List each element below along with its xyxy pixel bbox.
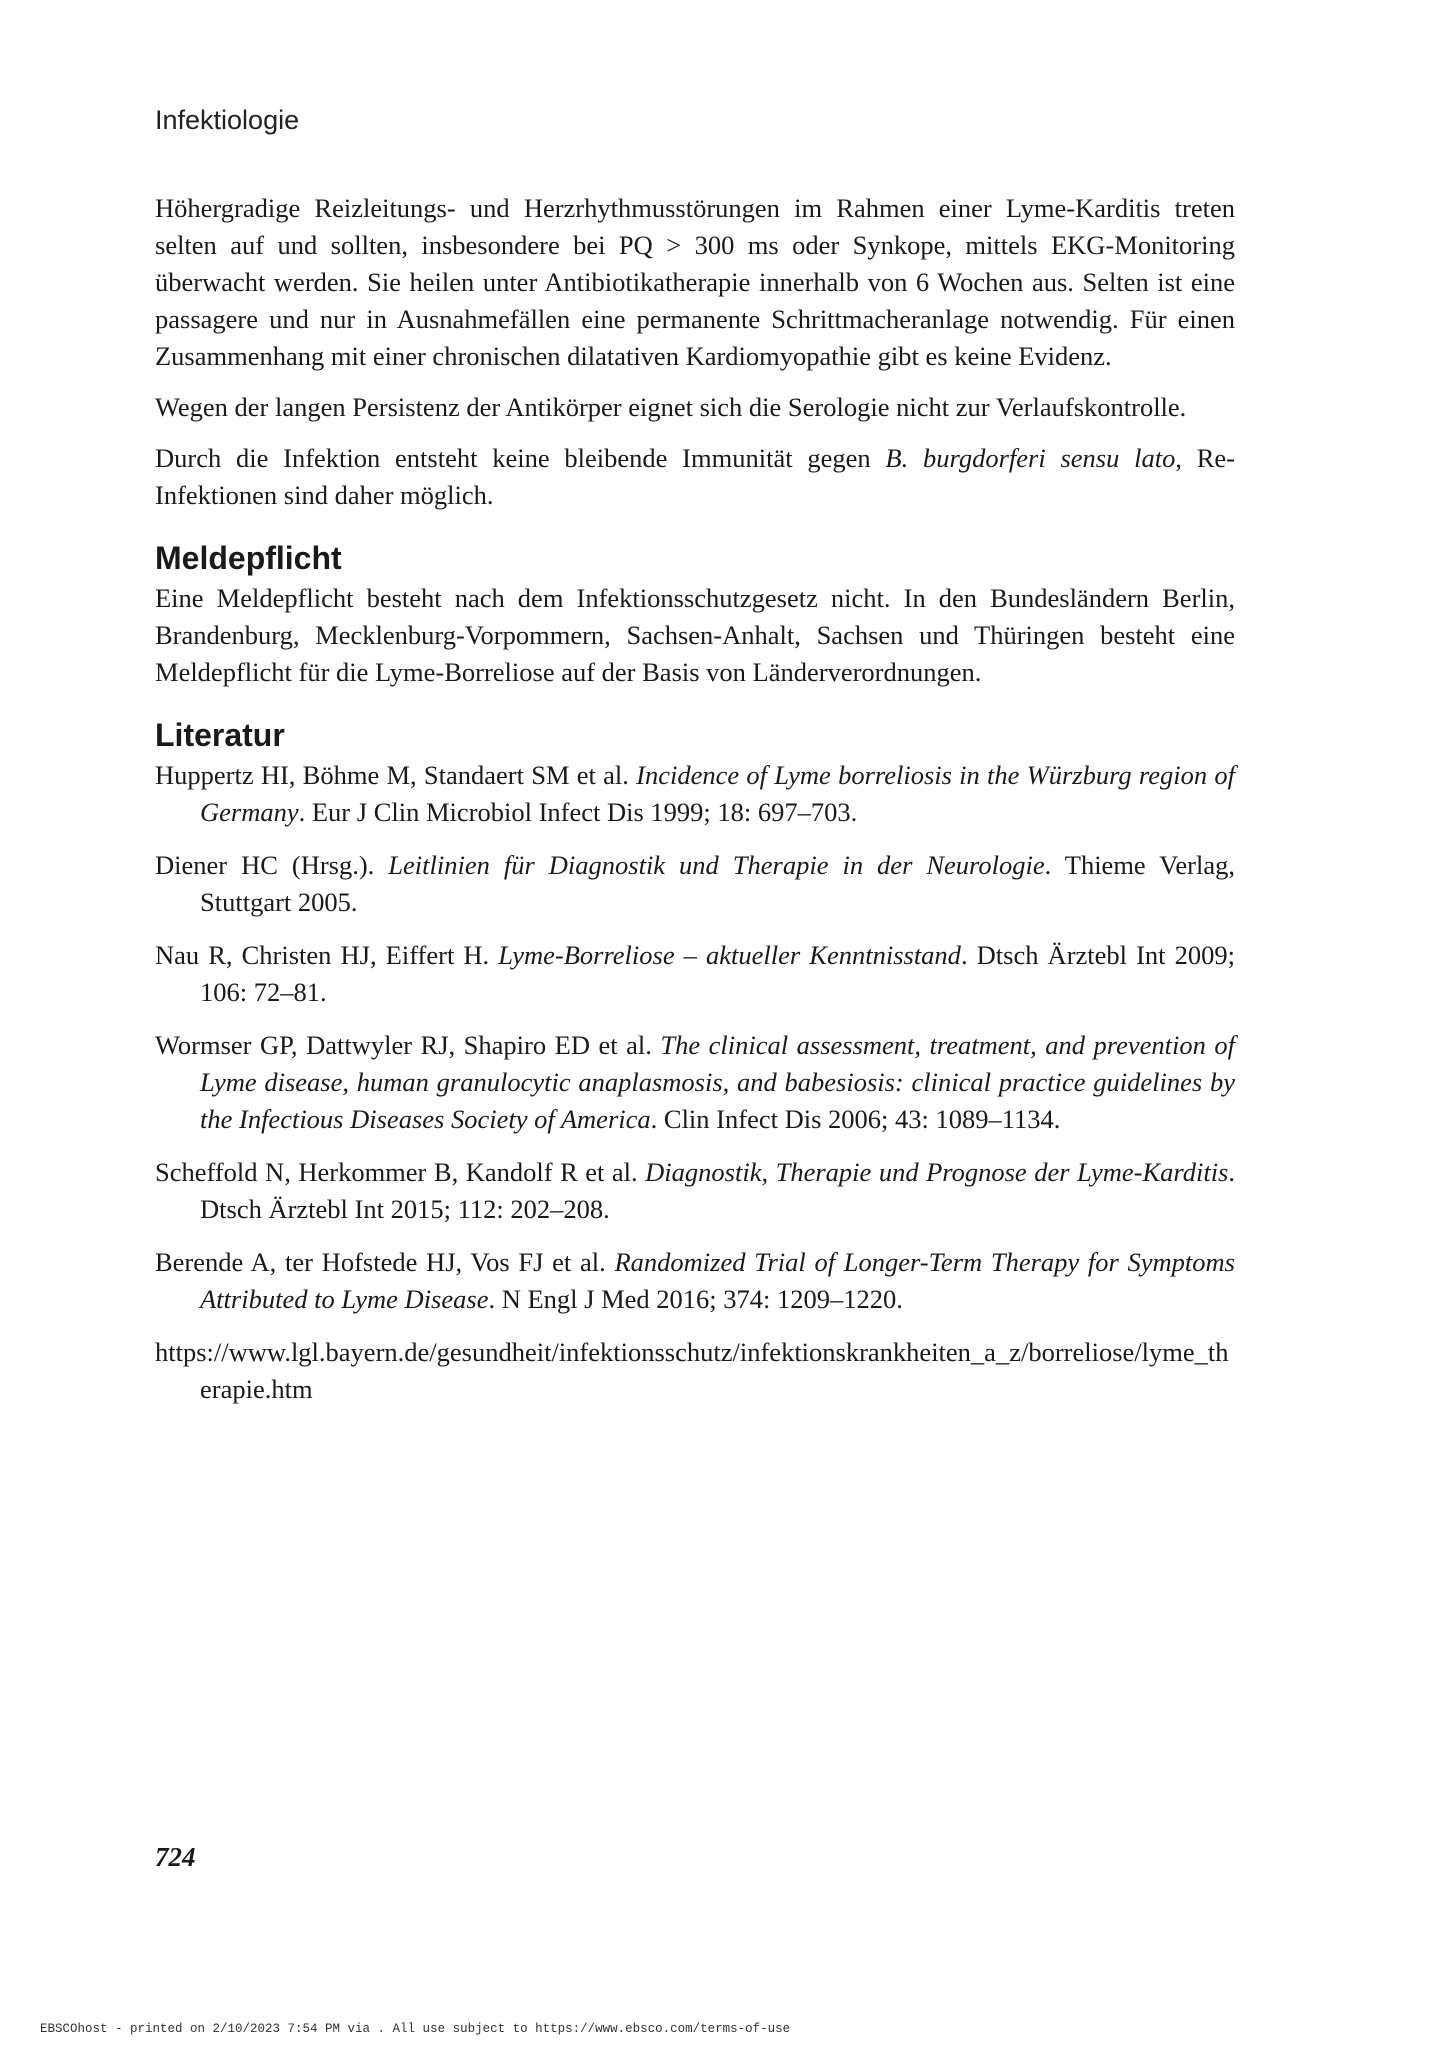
ref-authors: Wormser GP, Dattwyler RJ, Shapiro ED et al. (155, 1030, 661, 1060)
ref-authors: Huppertz HI, Böhme M, Standaert SM et al. (155, 760, 637, 790)
ref-source: . Dtsch Ärztebl Int 2015; 112: 202–208. (200, 1157, 1235, 1224)
reference-item (155, 757, 1235, 831)
ref-title: Diagnostik, Therapie und Prognose der Lyme-Karditis (645, 1157, 1229, 1187)
ref-title: Lyme-Borreliose – aktueller Kenntnisstand (498, 940, 961, 970)
reference-item (155, 1154, 1235, 1228)
reference-url: https://www.lgl.bayern.de/gesundheit/infektionsschutz/infektionskrankheiten_a_z/borreliose/lyme_therapie.htm (155, 1337, 1229, 1404)
paragraph-meldepflicht: Eine Meldepflicht besteht nach dem Infektionsschutzgesetz nicht. In den Bundesländern Berlin, Brandenburg, Mecklenburg-Vorpommern, Sachsen-Anhalt, Sachsen und Thüringen besteht eine Meldepflicht für die Lyme-Borreliose auf der Basis von Länderverordnungen. (155, 583, 1235, 687)
paragraph-immunitaet-text: Durch die Infektion entsteht keine bleibende Immunität gegen (155, 443, 886, 473)
ref-title: Leitlinien für Diagnostik und Therapie in der Neurologie (388, 850, 1045, 880)
reference-item (155, 1244, 1235, 1318)
ref-title: Incidence of Lyme borreliosis in the Würzburg region of Germany (200, 760, 1235, 827)
ref-authors: Scheffold N, Herkommer B, Kandolf R et al. (155, 1157, 646, 1187)
body-text (155, 190, 1235, 1424)
ref-source: . Clin Infect Dis 2006; 43: 1089–1134. (650, 1104, 1061, 1134)
species-name: B. burgdorferi sensu lato (885, 443, 1176, 473)
print-footer: EBSCOhost - printed on 2/10/2023 7:54 PM via . All use subject to https://www.ebsco.com/terms-of-use (40, 2022, 791, 2036)
ref-authors: Berende A, ter Hofstede HJ, Vos FJ et al. (155, 1247, 615, 1277)
reference-item (155, 847, 1235, 921)
paragraph-serologie: Wegen der langen Persistenz der Antikörper eignet sich die Serologie nicht zur Verlaufskontrolle. (155, 392, 1187, 422)
section-heading-meldepflicht: Meldepflicht (155, 540, 342, 576)
reference-list (155, 757, 1235, 1408)
reference-item (155, 937, 1235, 1011)
ref-source: . Dtsch Ärztebl Int 2009; 106: 72–81. (200, 940, 1235, 1007)
reference-item (155, 1027, 1235, 1138)
section-heading-literatur: Literatur (155, 717, 285, 753)
running-head: Infektiologie (155, 105, 300, 135)
page-number: 724 (155, 1842, 196, 1872)
ref-authors: Nau R, Christen HJ, Eiffert H. (155, 940, 499, 970)
paragraph-lyme-karditis: Höhergradige Reizleitungs- und Herzrhythmusstörungen im Rahmen einer Lyme-Karditis treten selten auf und sollten, insbesondere bei PQ > 300 ms oder Synkope, mittels EKG-Monitoring überwacht werden. Sie heilen unter Antibiotikatherapie innerhalb von 6 Wochen aus. Selten ist eine passagere und nur in Ausnahmefällen eine permanente Schrittmacheranlage notwendig. Für einen Zusammenhang mit einer chronischen dilatativen Kardiomyopathie gibt es keine Evidenz. (155, 193, 1235, 371)
ref-source: . N Engl J Med 2016; 374: 1209–1220. (488, 1284, 903, 1314)
ref-authors: Diener HC (Hrsg.). (155, 850, 389, 880)
paragraph-immunitaet (155, 440, 1235, 514)
ref-title: Randomized Trial of Longer-Term Therapy for Symptoms Attributed to Lyme Disease (200, 1247, 1235, 1314)
ref-source: . Thieme Verlag, Stuttgart 2005. (200, 850, 1235, 917)
ref-source: . Eur J Clin Microbiol Infect Dis 1999; 18: 697–703. (298, 797, 858, 827)
ref-title: The clinical assessment, treatment, and prevention of Lyme disease, human granulocytic anaplasmosis, and babesiosis: clinical practice guidelines by the Infectious Diseases Society of America (200, 1030, 1235, 1134)
paragraph-immunitaet-text-end: , Re-Infektionen sind daher möglich. (155, 443, 1236, 510)
